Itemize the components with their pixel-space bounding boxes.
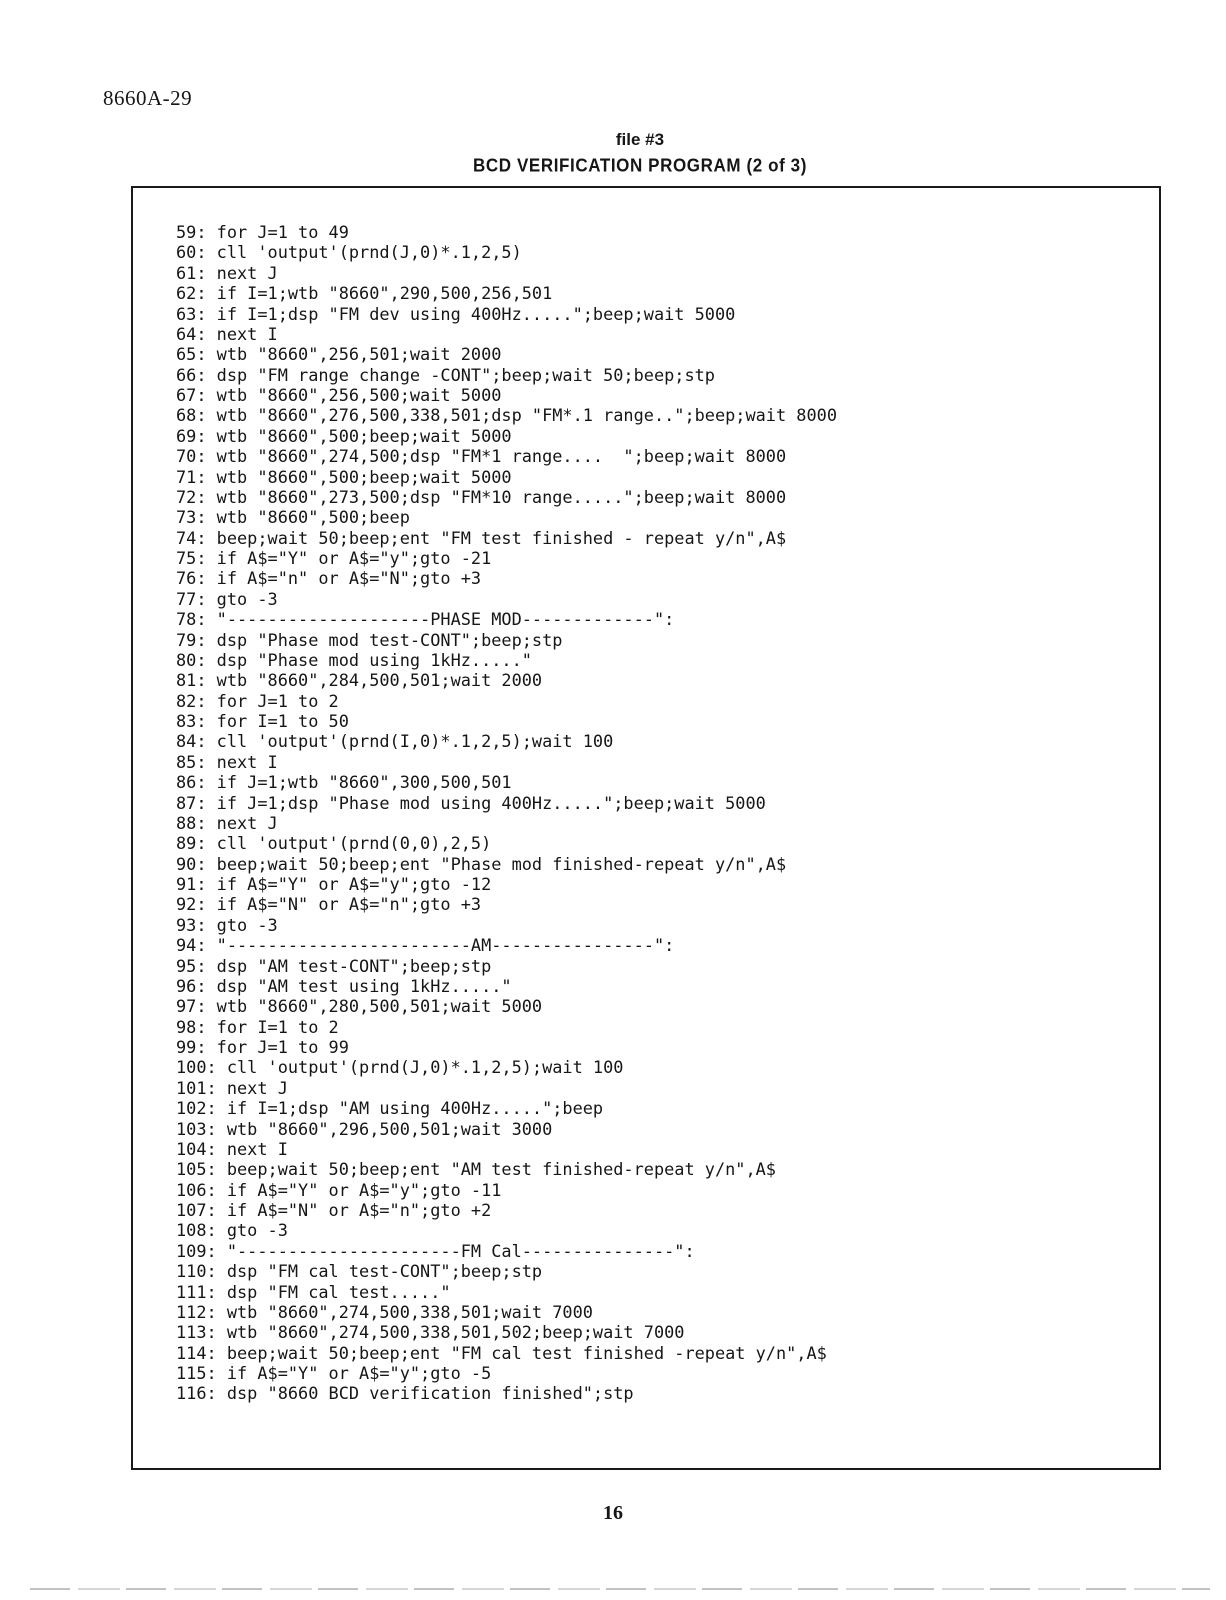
code-line: 103: wtb "8660",296,500,501;wait 3000 <box>176 1118 553 1139</box>
code-line: 82: for J=1 to 2 <box>176 690 339 711</box>
code-line: 91: if A$="Y" or A$="y";gto -12 <box>176 874 492 894</box>
code-line: 86: if J=1;wtb "8660",300,500,501 <box>176 772 512 793</box>
program-title: BCD VERIFICATION PROGRAM (2 of 3) <box>473 155 807 176</box>
code-line: 112: wtb "8660",274,500,338,501;wait 7000 <box>176 1301 593 1322</box>
code-line: 72: wtb "8660",273,500;dsp "FM*10 range.....";beep;wait 8000 <box>176 486 787 507</box>
code-line: 95: dsp "AM test-CONT";beep;stp <box>176 955 492 976</box>
code-line: 84: cll 'output'(prnd(I,0)*.1,2,5);wait 100 <box>176 731 614 752</box>
code-line: 65: wtb "8660",256,501;wait 2000 <box>176 344 502 365</box>
code-line: 71: wtb "8660",500;beep;wait 5000 <box>176 466 512 487</box>
code-line: 109: "----------------------FM Cal---------------": <box>176 1240 695 1261</box>
code-line: 81: wtb "8660",284,500,501;wait 2000 <box>176 670 543 691</box>
code-line: 101: next J <box>176 1077 288 1098</box>
code-line: 107: if A$="N" or A$="n";gto +2 <box>176 1200 492 1220</box>
code-line: 62: if I=1;wtb "8660",290,500,256,501 <box>176 283 553 304</box>
code-line: 96: dsp "AM test using 1kHz....." <box>176 975 512 996</box>
code-line: 102: if I=1;dsp "AM using 400Hz.....";beep <box>176 1098 604 1119</box>
code-line: 113: wtb "8660",274,500,338,501,502;beep;wait 7000 <box>176 1322 685 1343</box>
code-line: 111: dsp "FM cal test....." <box>176 1281 451 1302</box>
code-line: 105: beep;wait 50;beep;ent "AM test finished-repeat y/n",A$ <box>176 1159 776 1180</box>
code-line: 66: dsp "FM range change -CONT";beep;wait 50;beep;stp <box>176 364 715 385</box>
code-line: 85: next I <box>176 751 278 772</box>
code-line: 116: dsp "8660 BCD verification finished";stp <box>176 1383 634 1404</box>
code-line: 60: cll 'output'(prnd(J,0)*.1,2,5) <box>176 242 522 263</box>
code-line: 114: beep;wait 50;beep;ent "FM cal test finished -repeat y/n",A$ <box>176 1342 827 1363</box>
code-line: 59: for J=1 to 49 <box>176 222 349 242</box>
code-line: 69: wtb "8660",500;beep;wait 5000 <box>176 425 512 446</box>
code-line: 92: if A$="N" or A$="n";gto +3 <box>176 894 482 915</box>
code-line: 115: if A$="Y" or A$="y";gto -5 <box>176 1363 492 1383</box>
code-line: 94: "------------------------AM----------------": <box>176 935 675 956</box>
code-line: 99: for J=1 to 99 <box>176 1037 349 1057</box>
code-line: 70: wtb "8660",274,500;dsp "FM*1 range.... ";beep;wait 8000 <box>176 446 787 467</box>
title-block <box>400 127 880 179</box>
file-label: file #3 <box>615 130 665 149</box>
code-line: 68: wtb "8660",276,500,338,501;dsp "FM*.1 range..";beep;wait 8000 <box>176 405 837 426</box>
code-line: 87: if J=1;dsp "Phase mod using 400Hz.....";beep;wait 5000 <box>176 792 766 813</box>
program-listing <box>176 222 1156 1404</box>
code-line: 100: cll 'output'(prnd(J,0)*.1,2,5);wait 100 <box>176 1057 624 1078</box>
code-line: 76: if A$="n" or A$="N";gto +3 <box>176 568 482 589</box>
code-line: 90: beep;wait 50;beep;ent "Phase mod finished-repeat y/n",A$ <box>176 853 787 874</box>
code-line: 97: wtb "8660",280,500,501;wait 5000 <box>176 996 543 1017</box>
code-line: 98: for I=1 to 2 <box>176 1016 339 1037</box>
code-line: 88: next J <box>176 812 278 833</box>
code-line: 104: next I <box>176 1138 288 1159</box>
code-line: 89: cll 'output'(prnd(0,0),2,5) <box>176 833 492 854</box>
code-line: 63: if I=1;dsp "FM dev using 400Hz.....";beep;wait 5000 <box>176 303 736 324</box>
code-line: 75: if A$="Y" or A$="y";gto -21 <box>176 548 492 568</box>
code-line: 83: for I=1 to 50 <box>176 711 349 731</box>
code-line: 74: beep;wait 50;beep;ent "FM test finished - repeat y/n",A$ <box>176 527 787 548</box>
code-line: 67: wtb "8660",256,500;wait 5000 <box>176 385 502 405</box>
document-id: 8660A-29 <box>103 86 193 110</box>
code-line: 64: next I <box>176 323 278 344</box>
code-line: 73: wtb "8660",500;beep <box>176 507 410 528</box>
code-line: 106: if A$="Y" or A$="y";gto -11 <box>176 1179 502 1200</box>
page-number: 16 <box>603 1502 623 1524</box>
code-line: 78: "--------------------PHASE MOD-------------": <box>176 609 675 630</box>
code-line: 79: dsp "Phase mod test-CONT";beep;stp <box>176 629 563 650</box>
scan-edge-divider <box>30 1588 1210 1590</box>
code-line: 80: dsp "Phase mod using 1kHz....." <box>176 649 532 670</box>
code-line: 77: gto -3 <box>176 588 278 609</box>
code-line: 61: next J <box>176 262 278 283</box>
code-line: 110: dsp "FM cal test-CONT";beep;stp <box>176 1261 543 1282</box>
code-line: 108: gto -3 <box>176 1220 288 1241</box>
code-line: 93: gto -3 <box>176 914 278 935</box>
